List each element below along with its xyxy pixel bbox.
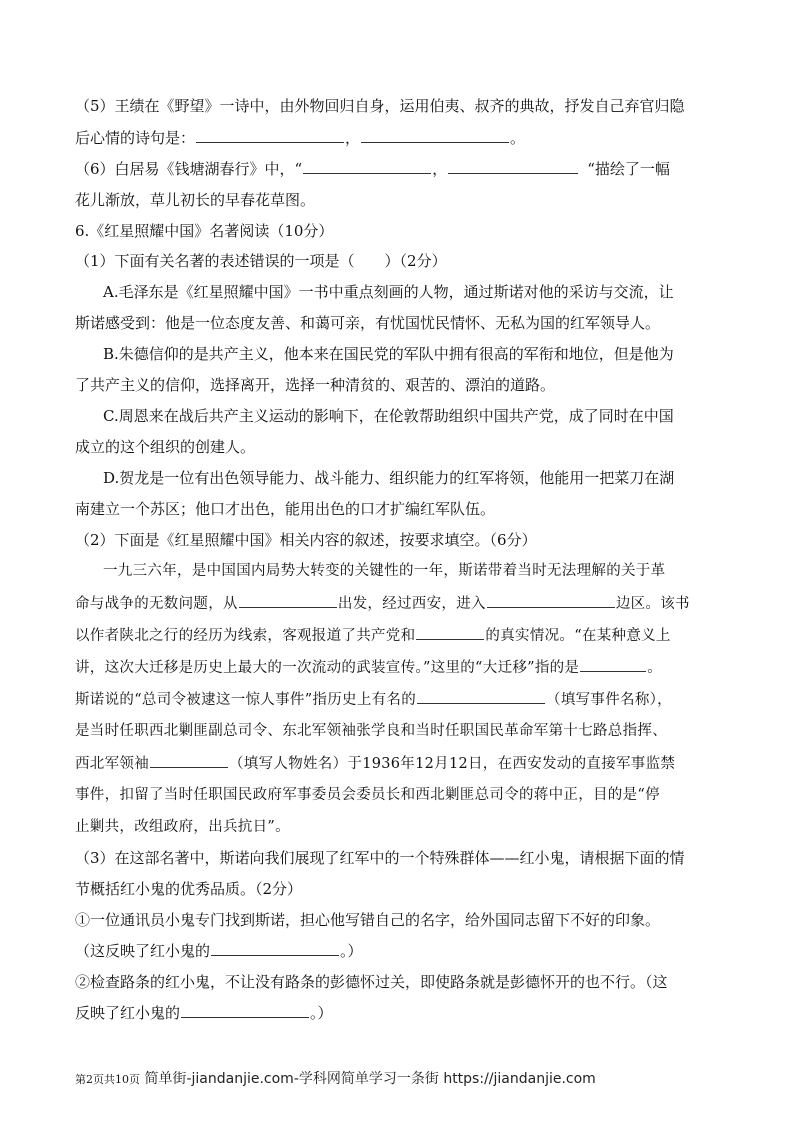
passage-line8: 事件，扣留了当时任职国民政府军事委员会委员长和西北剿匪总司令的蒋中正，目的是“停 (75, 787, 660, 803)
answer-blank[interactable] (580, 656, 646, 672)
example-2-line1: ②检查路条的红小鬼，不让没有路条的彭德怀过关，即使路条就是彭德怀开的也不行。（这 (75, 973, 668, 991)
option-d-line2: 南建立一个苏区；他口才出色，能用出色的口才扩编红军队伍。 (75, 500, 496, 518)
sub-question-1: （1）下面有关名著的表述错误的一项是（ ）（2分） (75, 252, 447, 270)
passage-line9: 止剿共，改组政府，出兵抗日”。 (75, 819, 290, 835)
option-d-line1: D.贺龙是一位有出色领导能力、战斗能力、组织能力的红军将领，他能用一把菜刀在湖 (103, 469, 675, 487)
passage-line1: 一九三六年，是中国国内局势大转变的关键性的一年，斯诺带着当时无法理解的关于革 (103, 563, 666, 579)
section-title: 6.《红星照耀中国》名著阅读（10分） (75, 222, 334, 240)
answer-blank[interactable] (196, 127, 344, 143)
option-a-line1: A.毛泽东是《红星照耀中国》一书中重点刻画的人物，通过斯诺对他的采访与交流，让 (103, 283, 674, 301)
example-1-line1: ①一位通讯员小鬼专门找到斯诺，担心他写错自己的名字，给外国同志留下不好的印象。 (75, 911, 661, 929)
sub-question-2: （2）下面是《红星照耀中国》相关内容的叙述，按要求填空。（6分） (75, 531, 537, 549)
sub-question-3-line1: （3）在这部名著中，斯诺向我们展现了红军中的一个特殊群体——红小鬼，请根据下面的情 (75, 849, 685, 867)
answer-blank[interactable] (417, 688, 545, 704)
option-a-line2: 斯诺感受到：他是一位态度友善、和蔼可亲，有忧国忧民情怀、无私为国的红军领导人。 (75, 314, 661, 332)
answer-blank[interactable] (361, 127, 509, 143)
option-b-line2: 了共产主义的信仰，选择离开，选择一种清贫的、艰苦的、漂泊的道路。 (75, 376, 556, 394)
answer-blank[interactable] (150, 752, 228, 768)
answer-blank[interactable] (416, 624, 484, 640)
q6-line2: 花儿渐放，草儿初长的早春花草图。 (75, 191, 316, 209)
q5-line2: 后心情的诗句是： ， 。 (75, 129, 526, 147)
option-c-line1: C.周恩来在战后共产主义运动的影响下，在伦敦帮助组织中国共产党，成了同时在中国 (103, 407, 674, 425)
passage-line6: 是当时任职西北剿匪副总司令、东北军领袖张学良和当时任职国民革命军第十七路总指挥、 (75, 723, 667, 739)
option-c-line2: 成立的这个组织的创建人。 (75, 438, 256, 456)
answer-blank[interactable] (303, 158, 431, 174)
answer-blank[interactable] (181, 1002, 309, 1018)
page-footer (75, 1069, 596, 1090)
answer-blank[interactable] (448, 158, 578, 174)
example-1-line2: （这反映了红小鬼的 。） (75, 942, 363, 960)
answer-blank[interactable] (211, 940, 339, 956)
sub-question-3-line2: 节概括红小鬼的优秀品质。（2分） (75, 880, 303, 898)
answer-blank[interactable] (239, 592, 337, 608)
example-2-line2: 反映了红小鬼的 。） (75, 1004, 333, 1022)
passage-line7: 西北军领袖 （填写人物姓名）于1936年12月12日，在西安发动的直接军事监禁 (75, 752, 723, 775)
answer-blank[interactable] (487, 592, 615, 608)
passage-line4: 讲，这次大迁移是历史上最大的一次流动的武装宣传。”这里的“大迁移”指的是 。 (75, 656, 723, 679)
passage-line3: 以作者陕北之行的经历为线索，客观报道了共产党和 的真实情况。“在某种意义上 (75, 624, 723, 647)
q5-line1: （5）王绩在《野望》一诗中，由外物回归自身，运用伯夷、叔齐的典故，抒发自己弃官归隐 (75, 97, 685, 115)
page-number: 第2页共10页 (75, 1073, 140, 1086)
passage-line5: 斯诺说的“总司令被逮这一惊人事件”指历史上有名的 （填写事件名称）， (75, 688, 723, 711)
passage-line2: 命与战争的无数问题，从 出发，经过西安，进入 边区。该书 (75, 592, 723, 615)
option-b-line1: B.朱德信仰的是共产主义，他本来在国民党的军队中拥有很高的军衔和地位，但是他为 (103, 345, 674, 363)
q6-line1: （6）白居易《钱塘湖春行》中，“ ， “描绘了一幅 (75, 160, 670, 178)
watermark-link[interactable]: 简单街-jiandanjie.com-学科网简单学习一条街 https://jiandanjie.com (144, 1071, 596, 1087)
